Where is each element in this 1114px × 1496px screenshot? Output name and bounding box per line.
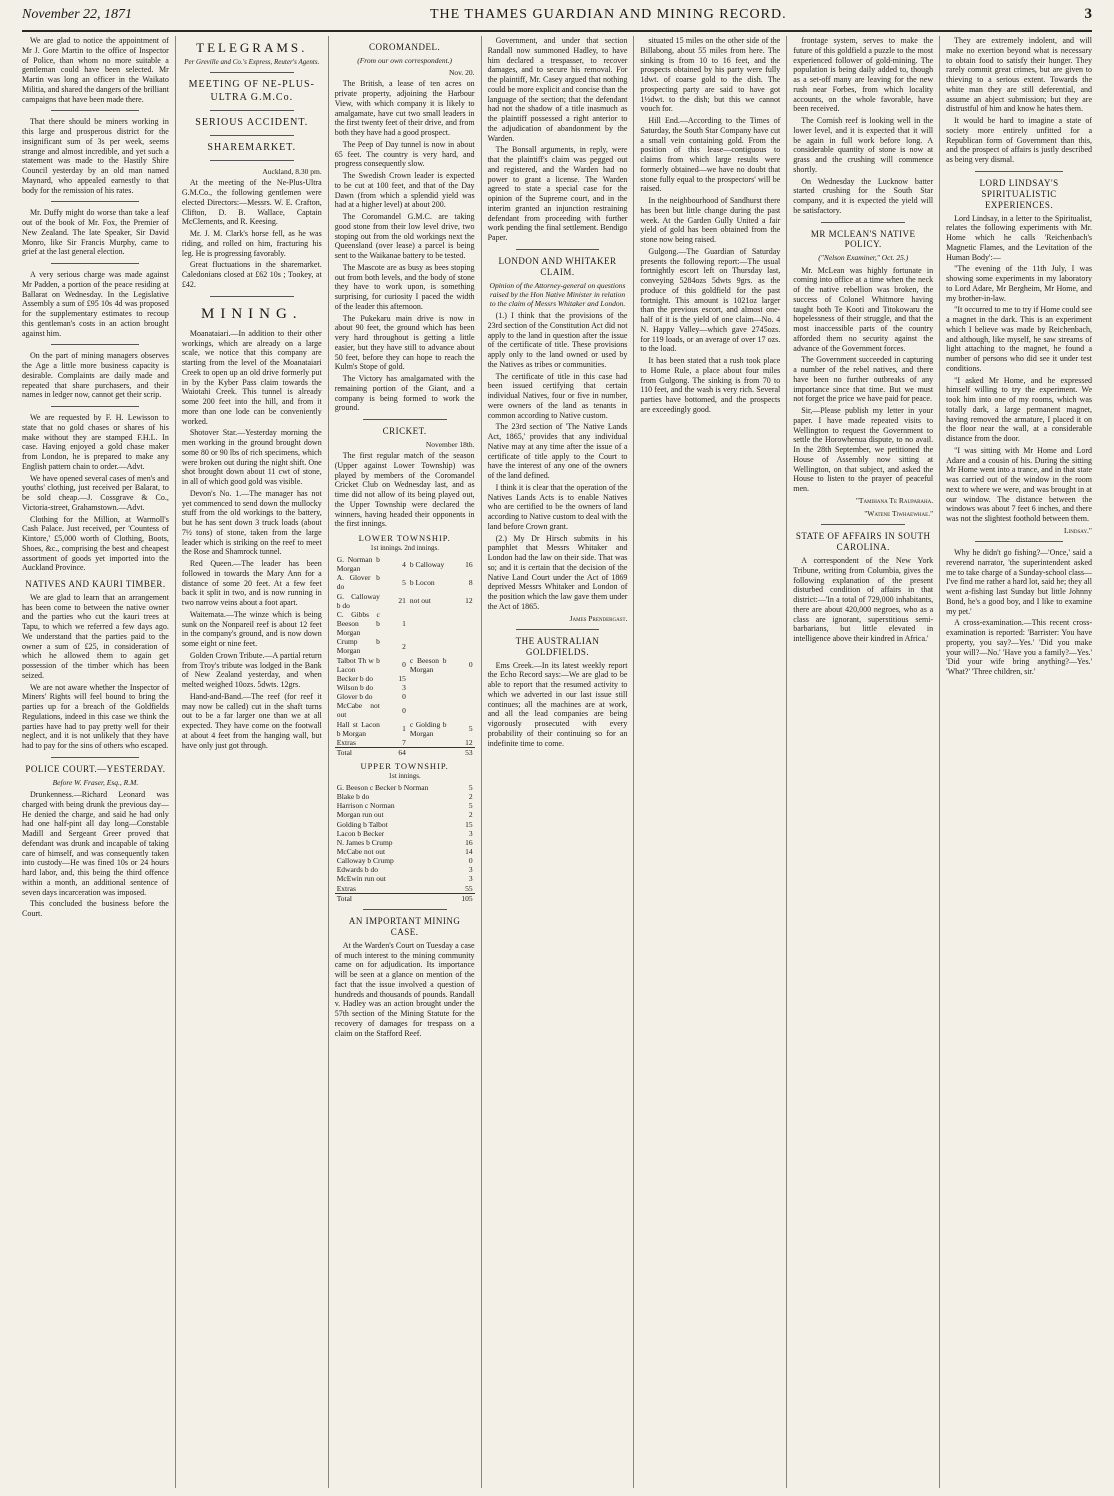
runs: 5 <box>468 801 473 811</box>
article-paragraph: On the part of mining managers observes the Age a little more business capacity is desirable. Complaints are daily made and repeated that share purchasers, and their names in ledger now, cannot get their scrip. <box>22 351 169 400</box>
batsman-name: Glover b do <box>336 692 373 702</box>
article-paragraph: We are glad to notice the appointment of Mr J. Gore Martin to the office of Inspector of Police, than whom no more suitable a gentleman could have been selected. Mr Martin was long an officer in the Waikato Militia, and shared the dangers of the brilliant campaigns that have been made there. <box>22 36 169 104</box>
batsman-name: McEwin run out <box>336 874 386 884</box>
issue-date: November 22, 1871 <box>22 7 133 22</box>
first-innings-runs: 15 <box>398 673 406 683</box>
batsman-name: McCabe not out <box>336 701 380 720</box>
article-paragraph: Hand-and-Band.—The reef (for reef it may now be called) cut in the shaft turns out to be a far larger one than we at all expected. They have come on the footwall at about 4 feet from the hanging wall, but have only just got through. <box>181 691 322 750</box>
section-heading: THE AUSTRALIAN GOLDFIELDS. <box>515 635 600 657</box>
article-paragraph: A very serious charge was made against Mr Padden, a portion of the peace residing at Ballarat on Wednesday. In the Legislative Assembly a sum of £95 10s 4d was proposed for the supplementary estimates to recoup this gentleman's costs in an action brought against him. <box>22 270 169 338</box>
article-paragraph: Lord Lindsay, in a letter to the Spiritualist, relates the following experiments with Mr. Home which he calls 'Reichenbach's Magnetic Flames, and the Levitation of the Human Body':— <box>946 213 1092 262</box>
column-3 <box>328 36 481 1488</box>
first-innings-runs: 2 <box>402 641 406 651</box>
article-paragraph: The Victory has amalgamated with the remaining portion of the Giant, and a company is being formed to work the ground. <box>334 374 475 413</box>
dateline: November 18th. <box>425 439 475 449</box>
total-label: Total <box>336 893 353 903</box>
first-innings-runs: 7 <box>402 737 406 747</box>
divider <box>821 524 905 525</box>
article-paragraph: The first regular match of the season (Upper against Lower Township) was played by members of the Coromandel Cricket Club on Wednesday last, and as time did not allow of its being played out, the Upper Township were declared the winners, having headed their opponents in the first innings. <box>334 451 475 529</box>
second-innings-dismissal <box>408 738 449 748</box>
divider <box>51 110 139 111</box>
article-paragraph: Government, and under that section Randall now summoned Hadley, to have him declared a trespasser, to recover damages, and to secure his removal. For the plaintiff, Mr. Casey argued that nothing could be more explicit and concise than the language of the section; that the defendant had not the shadow of a title inasmuch as the plaintiff possessed a right anterior to the adjudication of abandonment by the Warden. <box>487 36 628 143</box>
batsman-name: A. Glover b do <box>336 573 380 592</box>
article-paragraph: The Mascote are as busy as bees stoping out from both levels, and the body of stone they have to work upon, is something surprising, for curiosity I paced the width of the leader this afternoon. <box>334 262 475 311</box>
newspaper-title: THE THAMES GUARDIAN AND MINING RECORD. <box>429 7 787 22</box>
article-paragraph: "It occurred to me to try if Home could see a magnet in the dark. This is an experiment which I believe was made by Reichenbach, and although, like myself, he saw streams of light attaching to the magnet, he found a number of persons who did see it under test conditions. <box>946 305 1092 373</box>
signature: James Prendergast. <box>569 613 628 623</box>
section-heading: LONDON AND WHITAKER CLAIM. <box>498 255 617 277</box>
scorecard-row <box>335 792 475 801</box>
total-spacer <box>408 747 449 757</box>
second-innings-runs <box>449 701 475 719</box>
second-innings-dismissal: b Calloway <box>409 559 445 569</box>
section-heading: NATIVES AND KAURI TIMBER. <box>25 579 166 589</box>
article-paragraph: The Pukekaru main drive is now in about 90 feet, the ground which has been very hard throughout is getting a little easier, but they have still to advance about 50 feet, before they can hope to reach the Kulm's Stope of gold. <box>334 313 475 372</box>
divider <box>363 909 447 910</box>
article-paragraph: They are extremely indolent, and will make no exertion beyond what is necessary to obtain food to satisfy their hunger. They rarely commit great crimes, but are given to thieving to a serious extent. Towards the white man they are still deferential, and assume an abject submission; but they are distrustful of him and know he hates them. <box>946 36 1092 114</box>
scorecard-row <box>335 656 475 674</box>
column-5 <box>633 36 786 1488</box>
divider <box>210 72 294 73</box>
scorecard-row <box>335 573 475 591</box>
article-paragraph: Shotover Star.—Yesterday morning the men working in the ground brought down some 80 or 90 lbs of rich specimens, which were broken out during the night shift. One shot brought down about 11 cwt of stone, in all of which good gold was visible. <box>181 428 322 487</box>
batsman-name: Crump b Morgan <box>336 637 380 656</box>
scorecard-subtitle: 1st innings. <box>388 772 421 781</box>
first-innings-runs: 21 <box>398 596 406 606</box>
section-heading: STATE OF AFFAIRS IN SOUTH CAROLINA. <box>795 531 931 553</box>
batsman-name: Extras <box>336 737 356 747</box>
column-4 <box>481 36 634 1488</box>
column-1 <box>22 36 175 1488</box>
total-runs: 105 <box>461 893 473 903</box>
scorecard-row <box>335 701 475 719</box>
second-innings-runs: 12 <box>465 737 473 747</box>
batsman-name: Harrison c Norman <box>336 801 395 811</box>
scorecard-total-row <box>335 747 475 757</box>
column-6 <box>786 36 939 1488</box>
second-innings-runs <box>449 674 475 683</box>
article-paragraph: The Swedish Crown leader is expected to be cut at 100 feet, and that of the Day Dawn (from which a splendid yield was had at a higher level) at about 200. <box>334 171 475 210</box>
article-paragraph: I think it is clear that the operation of the Natives Lands Acts is to enable Natives who are certified to be the owners of land according to Native custom to deal with the land before Crown grant. <box>487 482 628 531</box>
page-number: 3 <box>1084 6 1092 22</box>
article-paragraph: Golden Crown Tribute.—A partial return from Troy's tribute was lodged in the Bank of New Zealand yesterday, and when melted weighed 10ozs. 5dwts. 12grs. <box>181 650 322 690</box>
batsman-name: N. James b Crump <box>336 837 393 847</box>
article-paragraph: Waitemata.—The winze which is being sunk on the Nonpareil reef is about 12 feet in the company's ground, and is now down some eight or nine feet. <box>181 609 322 649</box>
second-innings-dismissal <box>408 610 449 637</box>
scorecard-title: UPPER TOWNSHIP. <box>360 761 449 772</box>
batsman-name: Edwards b do <box>336 865 378 875</box>
section-heading: SHAREMARKET. <box>207 141 297 153</box>
article-paragraph: (1.) I think that the provisions of the 23rd section of the Constitution Act did not apply to the land in question after the issue of the certificate of title. These provisions apply only to the land owned or used by the Natives as tribes or communities. <box>487 311 628 369</box>
runs: 15 <box>465 819 473 829</box>
second-innings-dismissal <box>408 637 449 655</box>
first-innings-runs: 1 <box>402 724 406 734</box>
article-paragraph: On Wednesday the Lucknow batter started crushing for the South Star company, and it is expected the yield will be satisfactory. <box>793 176 934 215</box>
second-innings-dismissal <box>408 692 449 701</box>
signature: "Tamihana Te Rauparaha. <box>855 495 934 505</box>
scorecard-title: LOWER TOWNSHIP. <box>358 533 451 544</box>
divider <box>51 406 139 407</box>
second-innings-runs: 12 <box>465 596 473 606</box>
article-paragraph: The certificate of title in this case had been issued certifying that certain individual Natives, four or five in number, were owners of the land as tenants in common according to Native custom. <box>487 371 628 420</box>
second-innings-dismissal: not out <box>409 596 431 606</box>
section-heading: LORD LINDSAY'S SPIRITUALISTIC EXPERIENCES. <box>979 177 1059 210</box>
article-paragraph: We are requested by F. H. Lewisson to state that no gold chases or shares of his make without they are stamped F.H.L. In case. Having enjoyed a gold chase maker from London, he is prepared to make any English pattern chain to order.—Advt. <box>22 413 169 471</box>
article-paragraph: situated 15 miles on the other side of the Billabong, about 55 miles from here. The sinking is from 10 to 16 feet, and the prospects obtained by his party were fully 1dwt. of coarse gold to the dish. The prospecting party are said to have got 1½dwt. to the dish; but this we cannot vouch for. <box>640 36 781 114</box>
dateline: Auckland, 8.30 pm. <box>262 167 322 177</box>
divider <box>51 201 139 202</box>
scorecard-row <box>335 847 475 856</box>
total-first-innings: 64 <box>398 747 406 757</box>
article-paragraph: A correspondent of the New York Tribune, writing from Columbia, gives the following explanation of the present disturbed condition of affairs in that district:—'In a total of 729,000 inhabitants, there are about 420,000 negroes, who as a class are ignorant, superstitious semi-barbarians, but little elevated in intelligence above their kindred in Africa.' <box>793 556 934 644</box>
article-paragraph: Devon's No. 1.—The manager has not yet commenced to send down the mullocky stuff from the old workings to the battery, but he has sent down 3 truck loads (about 7½ tons) of stone, taken from the large leader which is striking on the reef to meet the Rose and Shamrock tunnel. <box>181 488 322 557</box>
second-innings-runs: 16 <box>465 559 473 569</box>
scorecard-total-row <box>335 893 475 903</box>
total-second-innings: 53 <box>465 747 473 757</box>
scorecard-row <box>335 838 475 847</box>
scorecard-row <box>335 720 475 738</box>
batsman-name: Morgan run out <box>336 810 384 820</box>
article-paragraph: Great fluctuations in the sharemarket. Caledonians closed at £62 10s ; Tookey, at £42. <box>181 260 322 289</box>
first-innings-runs: 1 <box>402 618 406 628</box>
signature: "Watene Tiwhaewhae." <box>864 508 934 518</box>
first-innings-runs: 3 <box>402 682 406 692</box>
batsman-name: C. Gibbs c Beeson b Morgan <box>336 609 380 638</box>
runs: 2 <box>468 792 473 802</box>
article-paragraph: Sir,—Please publish my letter in your paper. I have made repeated visits to Wellington to request the Government to settle the Horowhenua dispute, to no avail. In the 28th September, we petitioned the House of Assembly now sitting at Wellington, on that subject, and asked the House to listen to the prayer of peaceful men. <box>793 406 934 494</box>
first-innings-runs: 5 <box>402 577 406 587</box>
scorecard-row <box>335 820 475 829</box>
column-7 <box>939 36 1092 1488</box>
batsman-name: Golding b Talbot <box>336 819 388 829</box>
divider <box>51 263 139 264</box>
batsman-name: G. Calloway b do <box>336 591 380 610</box>
section-heading: AN IMPORTANT MINING CASE. <box>348 915 461 937</box>
second-innings-runs <box>449 610 475 637</box>
article-paragraph: It has been stated that a rush took place to Home Rule, a place about four miles from Gulgong. The sinking is from 70 to 110 feet, and the wash is very rich. Several parties have bottomed, and the prospects are exceedingly good. <box>640 356 781 414</box>
section-heading: POLICE COURT.—YESTERDAY. <box>25 763 166 774</box>
dateline: Nov. 20. <box>449 68 475 78</box>
second-innings-runs: 8 <box>468 577 473 587</box>
scorecard-subtitle: 1st innings. 2nd innings. <box>370 544 439 553</box>
second-innings-runs: 0 <box>468 660 473 670</box>
article-paragraph: Mr. Duffy might do worse than take a leaf out of the book of Mr. Fox, the Premier of New Zealand. The late Speaker, Sir David Monro, like Sir Francis Murphy, came to grief at the last general election. <box>22 208 169 257</box>
scorecard-row <box>335 829 475 838</box>
batsman-name: Lacon b Becker <box>336 828 385 838</box>
article-paragraph: Ems Creek.—In its latest weekly report the Echo Record says:—We are glad to be able to report that the resumed activity to which we adverted in our last issue still continues; all the machines are at work, and all the lead companies are being vigorously prosecuted with every probability of their continuing so for an indefinite time to come. <box>487 660 628 748</box>
article-paragraph: It would be hard to imagine a state of society more entirely unfitted for a Republican form of Government than this, and the prospect of affairs is justly described as being very dismal. <box>946 116 1092 164</box>
runs: 55 <box>465 883 473 893</box>
first-innings-runs: 0 <box>402 705 406 715</box>
runs: 0 <box>468 856 473 866</box>
batsman-name: G. Beeson c Becker b Norman <box>336 782 429 792</box>
divider <box>51 344 139 345</box>
scorecard-row <box>335 592 475 610</box>
scorecard-row <box>335 884 475 894</box>
scorecard-row <box>335 610 475 637</box>
article-paragraph: The Bonsall arguments, in reply, were that the plaintiff's claim was pegged out and registered, and the Warden had no power to grant a license. The Warden agreed to state a special case for the opinion of the Supreme court, and in the interim granted an injunction restraining defendant from proceeding with further work pending the final settlement. Bendigo Paper. <box>487 145 628 242</box>
article-paragraph: That there should be miners working in this large and prosperous district for the insignificant sum of 3s per week, seems strange and almost incredible, and yet such a statement was made to the Hastily Shire Council yesterday by an old man named Maynard, who appealed earnestly to that body for the remission of his rates. <box>22 117 169 195</box>
runs: 2 <box>468 810 473 820</box>
second-innings-dismissal: b Locon <box>409 577 435 587</box>
divider <box>821 222 905 223</box>
runs: 3 <box>468 874 473 884</box>
article-paragraph: In the neighbourhood of Sandhurst there has been but little change during the past week. At the Garden Gully United a fair yield of gold has been obtained from the stone now being raised. <box>640 196 781 244</box>
masthead <box>22 6 1092 32</box>
batsman-name: Wilson b do <box>336 682 374 692</box>
newspaper-columns <box>22 36 1092 1488</box>
article-paragraph: Mr. McLean was highly fortunate in coming into office at a time when the neck of the native rebellion was broken, the success of Colonel Whitmore having taught both Te Kooti and Titokowaru the hopelessness of their struggle, and that the most inaccessible parts of the country afforded them no security against the advance of the Government forces. <box>793 265 934 353</box>
first-innings-runs: 0 <box>402 692 406 702</box>
scorecard-row <box>335 692 475 701</box>
article-paragraph: The 23rd section of 'The Native Lands Act, 1865,' provides that any individual Native may at any time after the issue of a certificate of title apply to the Court to have the interest of any one of the owners of the land defined. <box>487 422 628 481</box>
section-subheading: Before W. Fraser, Esq., R.M. <box>52 777 139 787</box>
column-2 <box>175 36 328 1488</box>
article-paragraph: Drunkenness.—Richard Leonard was charged with being drunk the previous day—He denied the charge, and said he had only had one half-pint all day long—Constable Madill and Sergeant Greer proved that defendant was drunk and incapable of taking care of himself, and was consequently taken into custody—He was fined 10s or 24 hours hard labor, and, this being the third offence within a month, an additional sentence of seven days incarceration was imposed. <box>22 790 169 897</box>
article-paragraph: Gulgong.—The Guardian of Saturday presents the following report:—The usual fortnightly escort left on Thursday last, conveying 5284ozs 5dwts 9grs. as the produce of this goldfield for the past fortnight. This amount is 1021oz larger than the previous escort, and almost one-half of it is the yield of one claim—No. 4 N. Happy Valley—which gave 2745ozs. for 119 loads, or an average of over 17 ozs. to the load. <box>640 246 781 354</box>
batsman-name: G. Norman b Morgan <box>336 555 380 574</box>
divider <box>210 296 294 297</box>
section-subheading: ("Nelson Examiner," Oct. 25.) <box>818 253 909 263</box>
article-paragraph: We are not aware whether the Inspector of Miners' Rights will feel bound to bring the parties up for a breach of the Goldfields Regulations, indeed in this case we think the parties have had to pay pretty well for their neglect, and it is not unlikely that they have had to pay for the sins of others who escaped. <box>22 682 169 751</box>
article-paragraph: Clothing for the Million, at Warmoll's Cash Palace. Just received, per 'Countess of Kintore,' £5,000 worth of Clothing, Boots, Shoes, &c., comprising the best and cheapest assortment of goods yet imported into the Auckland Province. <box>22 514 169 573</box>
section-subheading: Opinion of the Attorney-general on questions raised by the Hon Native Minister in relation to the claim of Messrs Whitaker and London. <box>489 280 626 308</box>
article-paragraph: The Cornish reef is looking well in the lower level, and it is expected that it will be again in full work before long. A considerable quantity of stone is now at grass and the crushing will commence shortly. <box>793 116 934 174</box>
batsman-name: Blake b do <box>336 792 370 802</box>
article-paragraph: A cross-examination.—This recent cross-examination is reported: 'Barrister: You have property, you say?—Yes.' 'Did you make your will?—No.' 'Have you a family?—Yes.' 'Did your wife bring anything?—Yes.' 'What?' 'Three children, sir.' <box>946 618 1092 677</box>
batsman-name: Becker b do <box>336 673 373 683</box>
divider <box>516 249 600 250</box>
article-paragraph: The Coromandel G.M.C. are taking good stone from their low level drive, two stoping out from the old workings next the Queensland (over lease) a parcel is being sent to the Waikanae battery to be tested. <box>334 212 475 260</box>
scorecard-row <box>335 810 475 819</box>
scorecard-row <box>335 783 475 792</box>
article-paragraph: At the Warden's Court on Tuesday a case of much interest to the mining community came on for adjudication. Its importance will be seen at a glance on mention of the fact that the issue involved a question of hundreds and thousands of pounds. Randall v. Hadley was an action brought under the 57th section of the Mining Statute for the recovery of damages for trespass on a claim on the Stafford Reef. <box>334 940 475 1038</box>
section-subheading: (From our own correspondent.) <box>357 55 453 65</box>
section-heading: SERIOUS ACCIDENT. <box>195 116 309 128</box>
section-heading: MR MCLEAN'S NATIVE POLICY. <box>810 228 916 250</box>
lower-township-scorecard <box>335 555 475 757</box>
second-innings-runs <box>449 637 475 655</box>
section-heading: COROMANDEL. <box>369 42 441 52</box>
batsman-name: Hall st Lacon b Morgan <box>336 719 380 738</box>
article-paragraph: Moanataiari.—In addition to their other workings, which are already on a large scale, we notice that this company are starting from the level of the Moanataiari Creek to open up an old drive formerly put in by the Kyber Pass claim towards the Waiotahi Creek. This tunnel is already some 200 feet into the hill, and from it more than one lode can be conveniently worked. <box>181 328 322 426</box>
batsman-name: Extras <box>336 883 356 893</box>
divider <box>210 160 294 161</box>
total-label: Total <box>336 747 353 757</box>
runs: 5 <box>468 782 473 792</box>
signature: Lindsay." <box>1064 525 1092 535</box>
section-heading: MEETING OF NE-PLUS-ULTRA G.M.Co. <box>188 79 315 103</box>
second-innings-dismissal <box>408 701 449 719</box>
article-paragraph: The Government succeeded in capturing a number of the rebel natives, and there have been no further outbreaks of any importance since that time. But we must not forget the price we have paid for peace. <box>793 355 934 404</box>
article-paragraph: The British, a lease of ten acres on private property, adjoining the Harbour View, with which company it is likely to amalgamate, have cut two small leaders in the first twenty feet of their drive, and from both they have had a good prospect. <box>334 79 475 137</box>
article-paragraph: Why he didn't go fishing?—'Once,' said a reverend narrator, 'the superintendent asked me to take charge of a Sunday-school class—I've find me rather a hard lot, said he; they all went a-fishing last Sunday but little Johnny Bond, he's a good boy, and I like to examine my pet.' <box>946 548 1092 616</box>
batsman-name: Calloway b Crump <box>336 856 394 866</box>
scorecard-row <box>335 801 475 810</box>
batsman-name: McCabe not out <box>336 846 386 856</box>
scorecard-row <box>335 874 475 883</box>
second-innings-dismissal <box>408 683 449 692</box>
article-paragraph: Red Queen.—The leader has been followed in towards the Mary Ann for a distance of some 20 feet. At a few feet back it split in two, and is now running in two narrow veins about a foot apart. <box>181 559 322 608</box>
section-heading: CRICKET. <box>382 426 427 436</box>
scorecard-row <box>335 738 475 748</box>
article-paragraph: frontage system, serves to make the future of this goldfield a puzzle to the most experienced follower of gold-mining. The population is being daily added to, though as a set-off many are leaving for the new rush near Forbes, from which locality accounts, on the whole favorable, have been received. <box>793 36 934 114</box>
article-paragraph: Mr. J. M. Clark's horse fell, as he was riding, and rolled on him, fracturing his leg. He is progressing favorably. <box>181 229 322 258</box>
divider <box>51 757 139 758</box>
divider <box>975 541 1063 542</box>
second-innings-dismissal: c Golding b Morgan <box>409 719 447 738</box>
section-heading: TELEGRAMS. <box>196 40 308 55</box>
runs: 3 <box>468 828 473 838</box>
second-innings-dismissal <box>408 674 449 683</box>
article-paragraph: "The evening of the 11th July, I was showing some experiments in my laboratory to Lord Adare, Mr Bergheim, Mr Home, and my brother-in-law. <box>946 264 1092 303</box>
batsman-name: Talbot Th w b Lacon <box>336 655 380 674</box>
article-paragraph: The Peep of Day tunnel is now in about 65 feet. The country is very hard, and progress consequently slow. <box>334 139 475 169</box>
scorecard-row <box>335 683 475 692</box>
runs: 3 <box>468 865 473 875</box>
article-paragraph: "I asked Mr Home, and he expressed himself willing to try the experiment. We took him into one of my rooms, which was totally dark, a large permanent magnet, having removed the armature, I placed it on the floor near the wall, at a considerable distance from the door. <box>946 375 1092 444</box>
article-paragraph: This concluded the business before the Court. <box>22 899 169 919</box>
section-heading: MINING. <box>200 305 303 322</box>
scorecard-body <box>335 555 475 747</box>
second-innings-runs: 5 <box>468 724 473 734</box>
second-innings-runs <box>449 692 475 701</box>
scorecard-row <box>335 674 475 683</box>
divider <box>210 110 294 111</box>
scorecard-row <box>335 637 475 655</box>
divider <box>363 419 447 420</box>
scorecard-row <box>335 865 475 874</box>
divider <box>210 135 294 136</box>
scorecard-row <box>335 555 475 573</box>
article-paragraph: "I was sitting with Mr Home and Lord Adare and a cousin of his. During the sitting Mr Home went into a trance, and in that state was carried out of the window in the room next to where we were, and was brought in at our window. The distance between the windows was about 7 feet 6 inches, and there was not the slightest foothold between them. <box>946 445 1092 524</box>
section-credit: Per Greville and Co.'s Express, Reuter's Agents. <box>184 57 320 66</box>
second-innings-runs <box>449 683 475 692</box>
article-paragraph: We have opened several cases of men's and youths' clothing, just received per Balarat, to be sold cheap.—J. Cossgrave & Co., Victoria-street, Grahamstown.—Advt. <box>22 473 169 512</box>
first-innings-runs: 0 <box>402 660 406 670</box>
runs: 14 <box>465 846 473 856</box>
divider <box>516 629 600 630</box>
article-paragraph: (2.) My Dr Hirsch submits in his pamphlet that Messrs Whitaker and London had the law on their side. That was so; and it is certain that the decision of the Native Land Court under the Act of 1869 deprived Messrs Whitaker and London of the position which the law gave them under the Act of 1865. <box>487 533 628 611</box>
runs: 16 <box>465 837 473 847</box>
article-paragraph: At the meeting of the Ne-Plus-Ultra G.M.Co., the following gentlemen were elected Directors:—Messrs. W. E. Crafton, Clifton, D. B. Wallace, Captain McClements, and R. Keesing. <box>181 178 322 227</box>
second-innings-dismissal: c Beeson b Morgan <box>409 655 447 674</box>
article-paragraph: We are glad to learn that an arrangement has been come to between the native owner and the parties who cut the kauri trees at Tapu, to which we referred a few days ago. We understand that the parties paid to the owner a sum of £25, in consideration of which he allowed them to again get possession of the timber which has been seized. <box>22 592 169 680</box>
scorecard-row <box>335 856 475 865</box>
article-paragraph: Hill End.—According to the Times of Saturday, the South Star Company have cut a small vein containing gold. From the position of this lease—contiguous to claims from which large results were formerly obtained—we have no doubt that stone fully equal to the prospectors' will be raised. <box>640 116 781 194</box>
divider <box>975 171 1063 172</box>
upper-township-scorecard <box>335 783 475 903</box>
first-innings-runs: 4 <box>402 559 406 569</box>
scorecard-body <box>335 783 475 893</box>
